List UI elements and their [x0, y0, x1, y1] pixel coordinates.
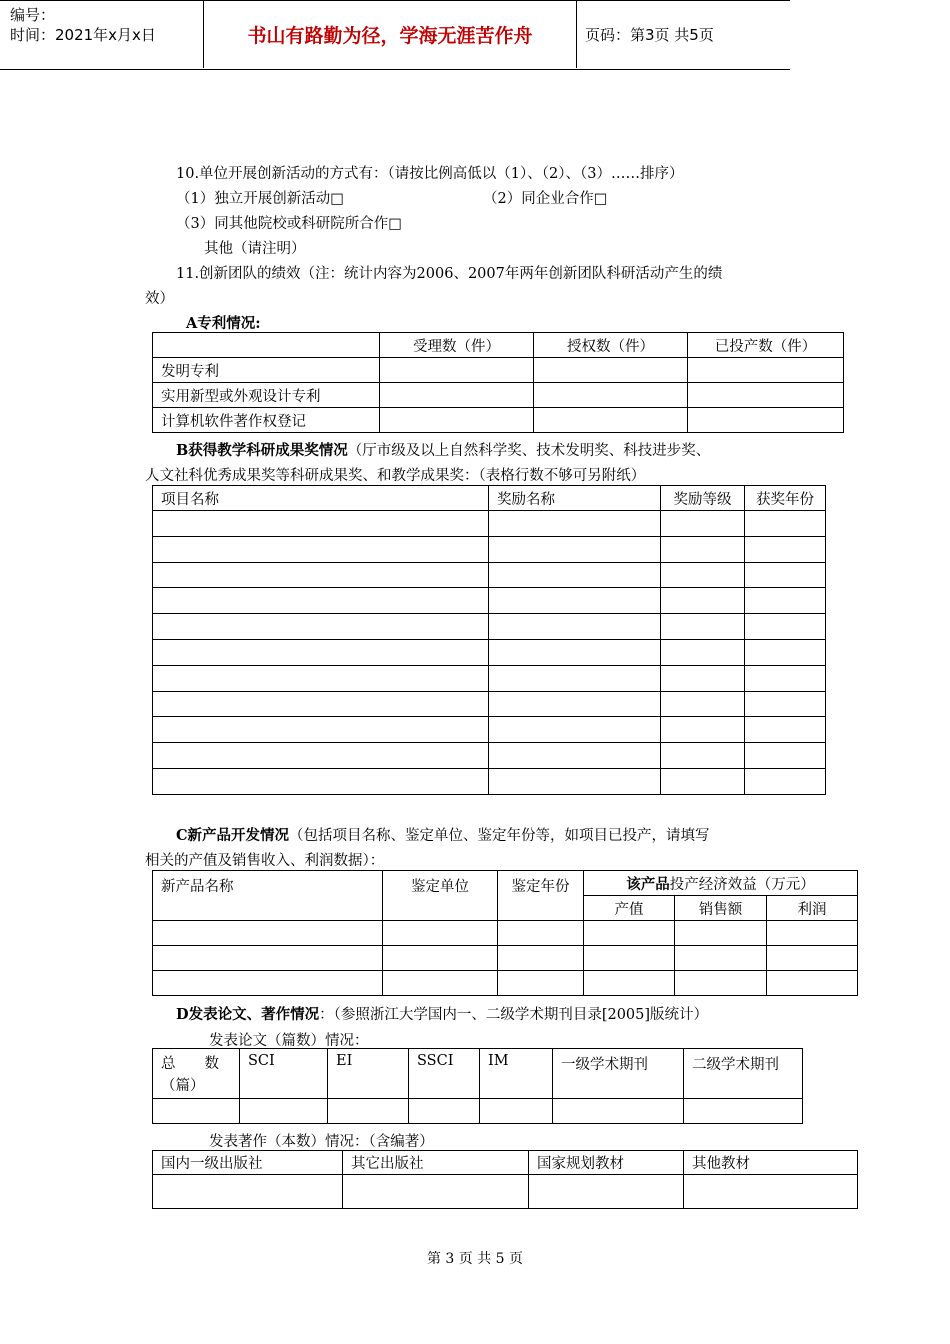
- papers-total-header: [153, 1049, 240, 1099]
- table-row: [153, 614, 826, 640]
- input-cell[interactable]: [661, 614, 745, 640]
- table-row: [153, 971, 858, 996]
- input-cell[interactable]: [480, 1099, 553, 1124]
- section-b-desc-2: 人文社科优秀成果奖等科研成果奖、和教学成果奖：（表格行数不够可另附纸）: [145, 468, 646, 484]
- input-cell[interactable]: [343, 1175, 529, 1209]
- input-cell[interactable]: [661, 691, 745, 717]
- input-cell[interactable]: [328, 1099, 409, 1124]
- table-header: 鉴定年份: [498, 871, 584, 921]
- row-label: 实用新型或外观设计专利: [153, 383, 380, 408]
- header-meta: [0, 0, 204, 68]
- input-cell[interactable]: [745, 562, 826, 588]
- table-header: 国家规划教材: [529, 1151, 684, 1175]
- papers-label: 发表论文（篇数）情况：: [209, 1033, 369, 1049]
- patent-table: [152, 332, 844, 433]
- table-header: 二级学术期刊: [684, 1049, 803, 1099]
- input-cell[interactable]: [661, 665, 745, 691]
- q10-option-2: （2）同企业合作□: [483, 191, 608, 207]
- input-cell[interactable]: [489, 665, 661, 691]
- books-label: 发表著作（本数）情况：（含编著）: [209, 1134, 434, 1150]
- input-cell[interactable]: [153, 743, 489, 769]
- table-row: [153, 1099, 803, 1124]
- header-motto: 书山有路勤为径，学海无涯苦作舟: [204, 0, 577, 68]
- table-row: [153, 743, 826, 769]
- q11-text-line1: 11.创新团队的绩效（注：统计内容为2006、2007年两年创新团队科研活动产生的绩: [176, 266, 723, 282]
- table-row: [153, 768, 826, 794]
- input-cell[interactable]: [661, 511, 745, 537]
- input-cell[interactable]: [498, 971, 584, 996]
- input-cell[interactable]: [675, 946, 767, 971]
- page-header: [0, 0, 790, 70]
- table-row: [153, 946, 858, 971]
- header-page-label: 页码：第3页 共5页: [585, 25, 714, 44]
- input-cell[interactable]: [745, 536, 826, 562]
- award-table: [152, 485, 826, 795]
- section-c-desc-2: 相关的产值及销售收入、利润数据）：: [145, 853, 385, 869]
- papers-table: [152, 1048, 803, 1124]
- table-header: 国内一级出版社: [153, 1151, 343, 1175]
- number-label: 编号：: [10, 6, 56, 24]
- input-cell[interactable]: [383, 921, 498, 946]
- section-c-desc-1: （包括项目名称、鉴定单位、鉴定年份等，如项目已投产，请填写: [289, 828, 710, 844]
- product-table: [152, 870, 858, 996]
- input-cell[interactable]: [153, 1099, 240, 1124]
- table-row: [153, 358, 844, 383]
- section-d-title: D发表论文、著作情况: [176, 1006, 320, 1023]
- table-row: [153, 639, 826, 665]
- table-cell: [153, 333, 380, 358]
- table-header: 鉴定单位: [383, 871, 498, 921]
- table-header: 奖励等级: [661, 486, 745, 511]
- input-cell[interactable]: [675, 921, 767, 946]
- input-cell[interactable]: [153, 717, 489, 743]
- table-header: 项目名称: [153, 486, 489, 511]
- benefit-bold: 该产品: [626, 875, 670, 893]
- input-cell[interactable]: [153, 691, 489, 717]
- q10-option-1: （1）独立开展创新活动□: [176, 191, 344, 207]
- input-cell[interactable]: [745, 511, 826, 537]
- input-cell[interactable]: [153, 639, 489, 665]
- table-header: 已投产数（件）: [688, 333, 844, 358]
- input-cell[interactable]: [409, 1099, 480, 1124]
- input-cell[interactable]: [661, 743, 745, 769]
- input-cell[interactable]: [534, 358, 688, 383]
- q10-option-3: （3）同其他院校或科研院所合作□: [176, 216, 402, 232]
- section-a-title: A专利情况:: [186, 315, 261, 332]
- table-header: [584, 871, 858, 896]
- input-cell[interactable]: [534, 408, 688, 433]
- papers-total-1: 总 数: [161, 1056, 219, 1072]
- page-footer: 第 3 页 共 5 页: [426, 1251, 524, 1267]
- input-cell[interactable]: [153, 665, 489, 691]
- input-cell[interactable]: [584, 971, 675, 996]
- table-header: IM: [480, 1049, 553, 1099]
- table-row: [153, 921, 858, 946]
- section-c-title: C新产品开发情况: [176, 827, 290, 844]
- input-cell[interactable]: [745, 614, 826, 640]
- table-row: [153, 588, 826, 614]
- input-cell[interactable]: [684, 1099, 803, 1124]
- input-cell[interactable]: [745, 588, 826, 614]
- input-cell[interactable]: [661, 639, 745, 665]
- table-header: 奖励名称: [489, 486, 661, 511]
- table-row: [153, 486, 826, 511]
- input-cell[interactable]: [584, 921, 675, 946]
- table-row: [153, 511, 826, 537]
- table-header: 获奖年份: [745, 486, 826, 511]
- input-cell[interactable]: [383, 946, 498, 971]
- table-header: 新产品名称: [153, 871, 383, 921]
- input-cell[interactable]: [489, 768, 661, 794]
- table-row: [153, 665, 826, 691]
- table-row: [153, 333, 844, 358]
- input-cell[interactable]: [380, 358, 534, 383]
- input-cell[interactable]: [688, 383, 844, 408]
- input-cell[interactable]: [153, 971, 383, 996]
- table-header: 利润: [767, 896, 858, 921]
- input-cell[interactable]: [240, 1099, 328, 1124]
- input-cell[interactable]: [489, 536, 661, 562]
- section-b-title: B获得教学科研成果奖情况: [176, 442, 348, 459]
- input-cell[interactable]: [153, 614, 489, 640]
- section-c-heading: [176, 824, 710, 845]
- input-cell[interactable]: [745, 665, 826, 691]
- table-header: 一级学术期刊: [553, 1049, 684, 1099]
- input-cell[interactable]: [684, 1175, 858, 1209]
- table-row: [153, 871, 858, 896]
- q10-text: 10.单位开展创新活动的方式有：（请按比例高低以（1）、（2）、（3）……排序）: [176, 166, 684, 182]
- table-header: SCI: [240, 1049, 328, 1099]
- input-cell[interactable]: [767, 971, 858, 996]
- table-header: 受理数（件）: [380, 333, 534, 358]
- input-cell[interactable]: [153, 768, 489, 794]
- table-row: [153, 691, 826, 717]
- table-header: 其它出版社: [343, 1151, 529, 1175]
- input-cell[interactable]: [153, 562, 489, 588]
- input-cell[interactable]: [745, 743, 826, 769]
- input-cell[interactable]: [153, 588, 489, 614]
- table-header: SSCI: [409, 1049, 480, 1099]
- row-label: 发明专利: [153, 358, 380, 383]
- input-cell[interactable]: [489, 743, 661, 769]
- input-cell[interactable]: [489, 511, 661, 537]
- table-header: 其他教材: [684, 1151, 858, 1175]
- input-cell[interactable]: [534, 383, 688, 408]
- input-cell[interactable]: [380, 408, 534, 433]
- input-cell[interactable]: [688, 358, 844, 383]
- input-cell[interactable]: [688, 408, 844, 433]
- input-cell[interactable]: [745, 639, 826, 665]
- table-row: [153, 383, 844, 408]
- table-header: 授权数（件）: [534, 333, 688, 358]
- input-cell[interactable]: [661, 768, 745, 794]
- benefit-rest: 投产经济效益（万元）: [669, 876, 815, 893]
- input-cell[interactable]: [584, 946, 675, 971]
- section-b-desc-1: （厅市级及以上自然科学奖、技术发明奖、科技进步奖、: [347, 443, 711, 459]
- input-cell[interactable]: [153, 536, 489, 562]
- section-d-heading: [176, 1003, 708, 1024]
- input-cell[interactable]: [661, 536, 745, 562]
- input-cell[interactable]: [489, 639, 661, 665]
- table-row: [153, 408, 844, 433]
- table-row: [153, 717, 826, 743]
- q10-option-other: 其他（请注明）: [204, 241, 306, 257]
- table-row: [153, 562, 826, 588]
- input-cell[interactable]: [489, 588, 661, 614]
- input-cell[interactable]: [745, 768, 826, 794]
- input-cell[interactable]: [529, 1175, 684, 1209]
- input-cell[interactable]: [553, 1099, 684, 1124]
- input-cell[interactable]: [767, 946, 858, 971]
- input-cell[interactable]: [153, 921, 383, 946]
- input-cell[interactable]: [661, 562, 745, 588]
- input-cell[interactable]: [153, 946, 383, 971]
- table-header: 销售额: [675, 896, 767, 921]
- input-cell[interactable]: [153, 1175, 343, 1209]
- section-d-desc: ：（参照浙江大学国内一、二级学术期刊目录[2005]版统计）: [319, 1007, 709, 1023]
- books-table: [152, 1150, 858, 1209]
- input-cell[interactable]: [489, 717, 661, 743]
- input-cell[interactable]: [767, 921, 858, 946]
- input-cell[interactable]: [498, 946, 584, 971]
- input-cell[interactable]: [489, 562, 661, 588]
- input-cell[interactable]: [489, 691, 661, 717]
- table-row: [153, 1151, 858, 1175]
- row-label: 计算机软件著作权登记: [153, 408, 380, 433]
- table-header: EI: [328, 1049, 409, 1099]
- section-b-heading: [176, 439, 710, 460]
- input-cell[interactable]: [153, 511, 489, 537]
- input-cell[interactable]: [745, 691, 826, 717]
- input-cell[interactable]: [745, 717, 826, 743]
- input-cell[interactable]: [380, 383, 534, 408]
- input-cell[interactable]: [383, 971, 498, 996]
- input-cell[interactable]: [661, 717, 745, 743]
- table-row: [153, 536, 826, 562]
- papers-total-2: （篇）: [161, 1078, 205, 1094]
- input-cell[interactable]: [489, 614, 661, 640]
- date-label: 时间：2021年x月x日: [10, 26, 156, 44]
- q11-text-line2: 效）: [145, 291, 174, 307]
- table-header: 产值: [584, 896, 675, 921]
- table-row: [153, 1049, 803, 1099]
- input-cell[interactable]: [498, 921, 584, 946]
- input-cell[interactable]: [661, 588, 745, 614]
- table-row: [153, 1175, 858, 1209]
- input-cell[interactable]: [675, 971, 767, 996]
